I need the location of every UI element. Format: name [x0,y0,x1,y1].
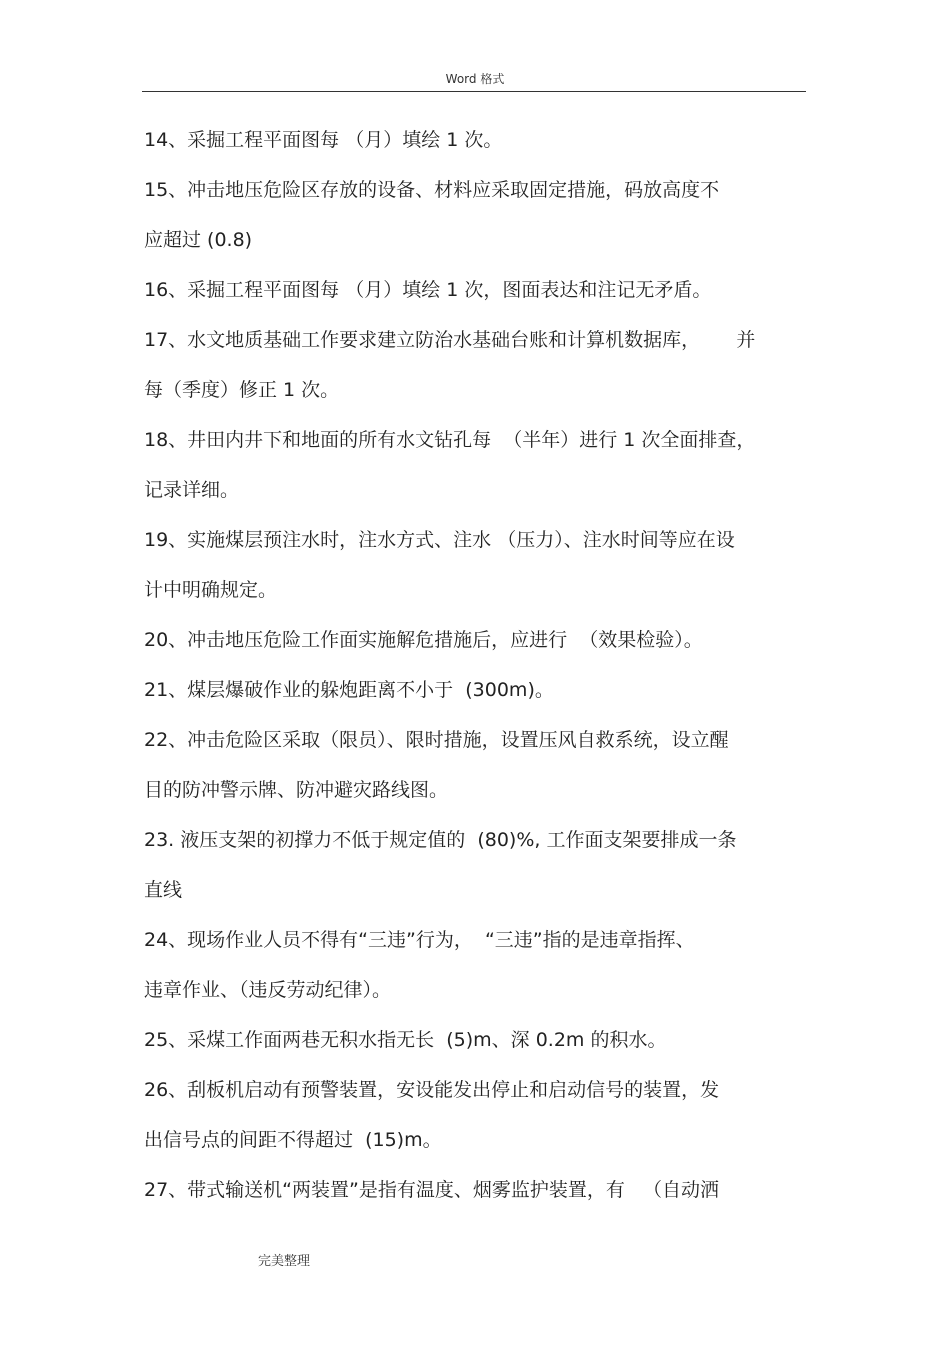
page-footer: 完美整理 [258,1254,311,1269]
text-line: 19、实施煤层预注水时，注水方式、注水 （压力）、注水时间等应在设 [144,529,735,551]
text-line: 违章作业、（违反劳动纪律）。 [144,979,392,1001]
document-body [144,124,806,1224]
text-line: 17、水文地质基础工作要求建立防治水基础台账和计算机数据库， 并 [144,329,756,351]
header-divider [142,91,806,92]
text-line: 直线 [144,879,183,901]
text-line: 14、采掘工程平面图每 （月）填绘 1 次。 [144,129,503,151]
text-line: 23. 液压支架的初撑力不低于规定值的 (80)%, 工作面支架要排成一条 [144,829,737,851]
text-line: 26、刮板机启动有预警装置，安设能发出停止和启动信号的装置，发 [144,1079,720,1101]
text-line: 出信号点的间距不得超过 (15)m。 [144,1129,442,1151]
text-line: 记录详细。 [144,479,240,501]
text-line: 24、现场作业人员不得有“三违”行为， “三违”指的是违章指挥、 [144,929,695,951]
text-line: 目的防冲警示牌、防冲避灾路线图。 [144,779,449,801]
text-line: 18、井田内井下和地面的所有水文钻孔每 （半年）进行 1 次全面排查， [144,429,756,451]
text-line: 20、冲击地压危险工作面实施解危措施后，应进行 （效果检验）。 [144,629,703,651]
text-line: 27、带式输送机“两装置”是指有温度、烟雾监护装置，有 （自动洒 [144,1179,719,1201]
text-line: 25、采煤工作面两巷无积水指无长 (5)m、深 0.2m 的积水。 [144,1029,667,1051]
text-line: 每（季度）修正 1 次。 [144,379,340,401]
text-line: 计中明确规定。 [144,579,278,601]
text-line: 15、冲击地压危险区存放的设备、材料应采取固定措施，码放高度不 [144,179,720,201]
text-line: 22、冲击危险区采取（限员）、限时措施，设置压风自救系统，设立醒 [144,729,729,751]
text-line: 21、煤层爆破作业的躲炮距离不小于 (300m)。 [144,679,554,701]
text-line: 16、采掘工程平面图每 （月）填绘 1 次，图面表达和注记无矛盾。 [144,279,712,301]
page-header: Word 格式 [445,72,505,86]
text-line: 应超过 (0.8) [144,229,253,251]
